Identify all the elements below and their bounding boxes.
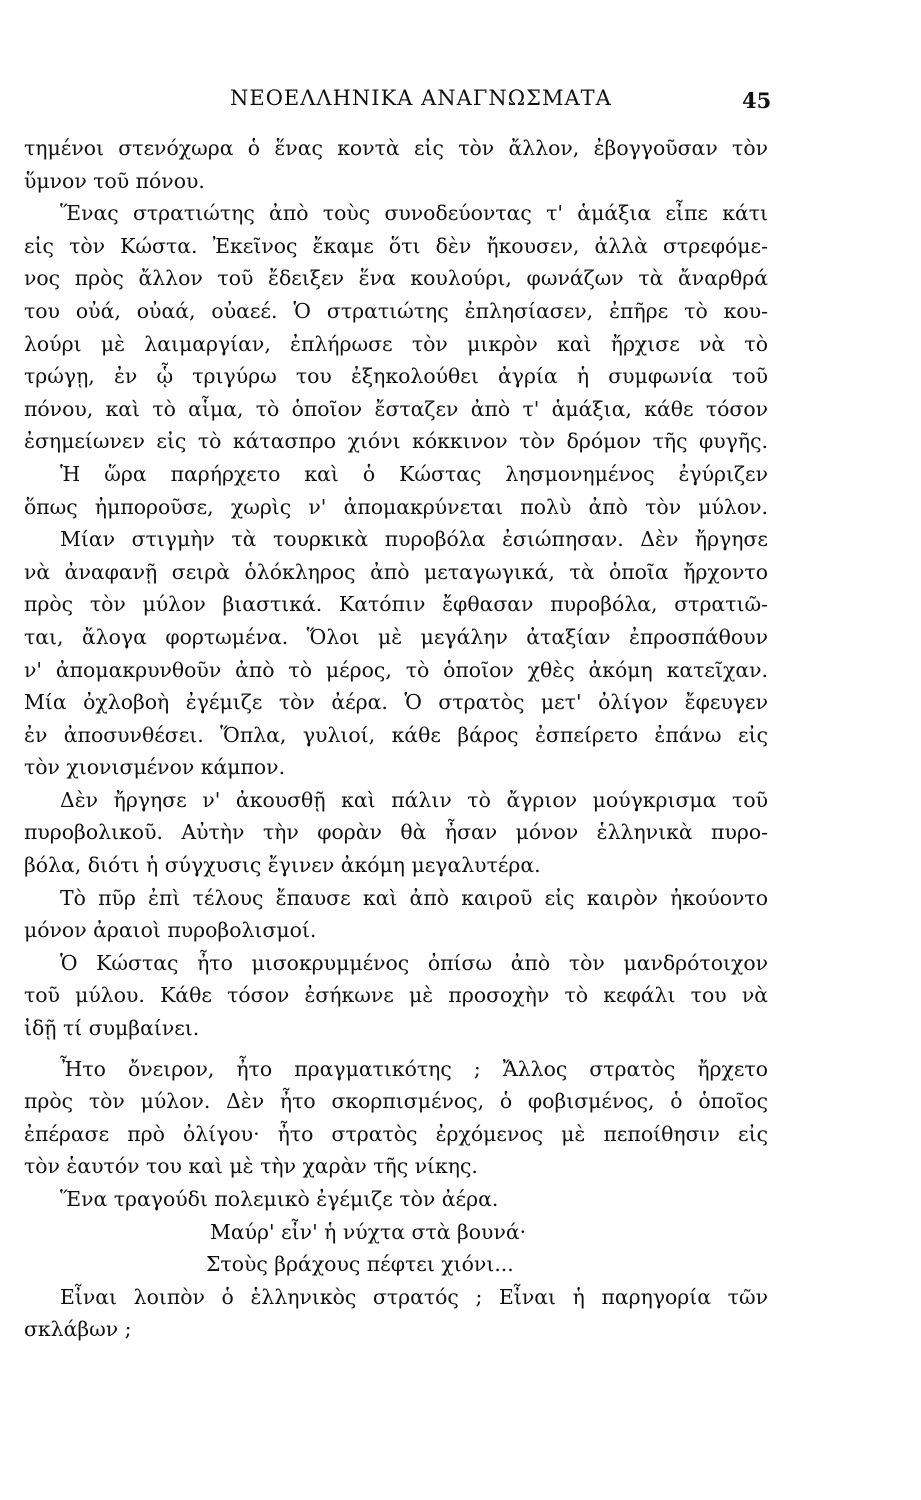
- text-line: ὕμνον τοῦ πόνου.: [24, 168, 205, 193]
- text-line: νος πρὸς ἄλλον τοῦ ἔδειξεν ἕνα κουλούρι, φωνάζων τὰ ἄναρθρά: [24, 266, 768, 291]
- text-line: Μία ὀχλοβοὴ ἐγέμιζε τὸν ἀέρα. Ὁ στρατὸς μετ' ὀλίγον ἔφευγεν: [24, 690, 768, 715]
- text-line: τημένοι στενόχωρα ὁ ἕνας κοντὰ εἰς τὸν ἄλλον, ἐβογγοῦσαν τὸν: [24, 136, 768, 160]
- text-line: Δὲν ἤργησε ν' ἀκουσθῇ καὶ πάλιν τὸ ἄγριον μούγκρισμα τοῦ: [60, 787, 768, 812]
- text-line: τὸν χιονισμένον κάμπον.: [24, 755, 286, 780]
- running-title: ΝΕΟΕΛΛΗΝΙΚΑ ΑΝΑΓΝΩΣΜΑΤΑ: [230, 86, 612, 110]
- text-line: Ἡ ὥρα παρήρχετο καὶ ὁ Κώστας λησμονημένος ἐγύριζεν: [60, 461, 768, 486]
- page-number: 45: [742, 88, 772, 113]
- text-line: Ἕνα τραγούδι πολεμικὸ ἐγέμιζε τὸν ἀέρα.: [60, 1187, 499, 1211]
- text-line: ν' ἀπομακρυνθοῦν ἀπὸ τὸ μέρος, τὸ ὁποῖον χθὲς ἀκόμη κατεῖχαν.: [24, 657, 768, 682]
- text-line: νὰ ἀναφανῇ σειρὰ ὁλόκληρος ἀπὸ μεταγωγικά, τὰ ὁποῖα ἤρχοντο: [24, 559, 768, 584]
- text-line: βόλα, διότι ἡ σύγχυσις ἔγινεν ἀκόμη μεγαλυτέρα.: [24, 853, 541, 878]
- text-line: εἰς τὸν Κώστα. Ἐκεῖνος ἔκαμε ὅτι δὲν ἤκουσεν, ἀλλὰ στρεφόμε-: [24, 233, 768, 258]
- text-line: Μίαν στιγμὴν τὰ τουρκικὰ πυροβόλα ἐσιώπησαν. Δὲν ἤργησε: [60, 527, 768, 552]
- text-line: ται, ἄλογα φορτωμένα. Ὅλοι μὲ μεγάλην ἀταξίαν ἐπροσπάθουν: [24, 624, 768, 649]
- text-line: ἰδῇ τί συμβαίνει.: [24, 1016, 200, 1041]
- text-line: Εἶναι λοιπὸν ὁ ἑλληνικὸς στρατός ; Εἶναι ἡ παρηγορία τῶν: [60, 1284, 768, 1309]
- text-line: σκλάβων ;: [24, 1317, 132, 1342]
- text-line: του οὐά, οὐαά, οὐαεέ. Ὁ στρατιώτης ἐπλησίασεν, ἐπῆρε τὸ κου-: [24, 298, 768, 323]
- text-line: λούρι μὲ λαιμαργίαν, ἐπλήρωσε τὸν μικρὸν καὶ ἤρχισε νὰ τὸ: [24, 331, 768, 356]
- text-line: ἐν ἀποσυνθέσει. Ὅπλα, γυλιοί, κάθε βάρος ἐσπείρετο ἐπάνω εἰς: [24, 722, 768, 747]
- text-line: Ἕνας στρατιώτης ἀπὸ τοὺς συνοδεύοντας τ' ἁμάξια εἶπε κάτι: [60, 201, 768, 226]
- text-line: πόνου, καὶ τὸ αἷμα, τὸ ὁποῖον ἔσταζεν ἀπὸ τ' ἁμάξια, κάθε τόσον: [24, 396, 768, 421]
- text-line: τοῦ μύλου. Κάθε τόσον ἐσήκωνε μὲ προσοχὴν τὸ κεφάλι του νὰ: [24, 983, 768, 1008]
- text-line: ἐσημείωνεν εἰς τὸ κάτασπρο χιόνι κόκκινον τὸν δρόμον τῆς φυγῆς.: [24, 429, 768, 454]
- text-line: Ἦτο ὄνειρον, ἦτο πραγματικότης ; Ἄλλος στρατὸς ἤρχετο: [60, 1056, 768, 1081]
- poem-line: Στοὺς βράχους πέφτει χιόνι...: [206, 1252, 514, 1277]
- text-line: πρὸς τὸν μύλον. Δὲν ἦτο σκορπισμένος, ὁ φοβισμένος, ὁ ὁποῖος: [24, 1089, 768, 1114]
- poem-line: Μαύρ' εἶν' ἡ νύχτα στὰ βουνά·: [210, 1219, 527, 1244]
- text-line: ὅπως ἠμποροῦσε, χωρὶς ν' ἀπομακρύνεται πολὺ ἀπὸ τὸν μύλον.: [24, 494, 768, 519]
- page-header: [0, 86, 921, 120]
- text-line: τρώγῃ, ἐν ᾧ τριγύρω του ἐξηκολούθει ἀγρία ἡ συμφωνία τοῦ: [24, 364, 768, 389]
- text-line: Τὸ πῦρ ἐπὶ τέλους ἔπαυσε καὶ ἀπὸ καιροῦ εἰς καιρὸν ἠκούοντο: [60, 885, 768, 910]
- text-line: πυροβολικοῦ. Αὐτὴν τὴν φορὰν θὰ ἦσαν μόνον ἑλληνικὰ πυρο-: [24, 820, 768, 845]
- text-line: πρὸς τὸν μύλον βιαστικά. Κατόπιν ἔφθασαν πυροβόλα, στρατιῶ-: [24, 592, 768, 617]
- text-line: ἐπέρασε πρὸ ὀλίγου· ἦτο στρατὸς ἐρχόμενος μὲ πεποίθησιν εἰς: [24, 1121, 768, 1146]
- text-line: Ὁ Κώστας ἦτο μισοκρυμμένος ὀπίσω ἀπὸ τὸν μανδρότοιχον: [60, 950, 768, 975]
- text-line: τὸν ἑαυτόν του καὶ μὲ τὴν χαρὰν τῆς νίκης.: [24, 1154, 478, 1179]
- text-line: μόνον ἀραιοὶ πυροβολισμοί.: [24, 918, 317, 943]
- body-text: [24, 132, 768, 1346]
